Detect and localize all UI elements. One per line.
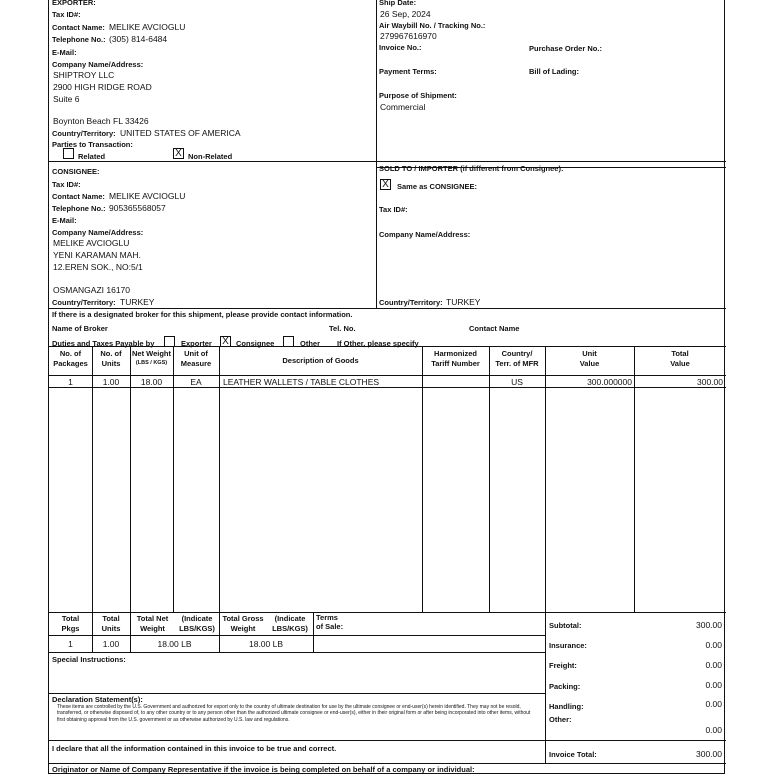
terms-of-sale-label: Terms bbox=[316, 613, 338, 622]
consignee-address-line: YENI KARAMAN MAH. bbox=[53, 250, 141, 260]
exporter-phone: (305) 814-6484 bbox=[109, 34, 168, 44]
row-unit-value: 300.000000 bbox=[587, 377, 632, 387]
declaration-label: Declaration Statement(s): bbox=[52, 695, 143, 704]
rule bbox=[49, 693, 545, 694]
invoice-no-label: Invoice No.: bbox=[379, 43, 422, 52]
originator-label: Originator or Name of Company Representative if the invoice is being completed on behalf of a company or individual: bbox=[52, 765, 475, 774]
related-checkbox[interactable] bbox=[63, 148, 74, 159]
consignee-email-label: E-Mail: bbox=[52, 216, 77, 225]
rule bbox=[49, 740, 726, 741]
exporter-contact-name: MELIKE AVCIOGLU bbox=[109, 22, 186, 32]
certify-statement: I declare that all the information contained in this invoice to be true and correct. bbox=[52, 744, 337, 753]
related-label: Related bbox=[78, 152, 106, 161]
total-units: 1.00 bbox=[102, 639, 120, 649]
header-total-value: Total bbox=[671, 349, 689, 358]
rule bbox=[49, 652, 545, 653]
duties-label: Duties and Taxes Payable by bbox=[52, 339, 155, 348]
sold-to-country: TURKEY bbox=[446, 297, 481, 307]
rule bbox=[49, 387, 726, 388]
declaration-text: These items are controlled by the U.S. Government and authorized for export only to the country of ultimate destination for use by the ultimate consignee or end-user(s) herein identified. They may not be resold, transferred, or otherwise disposed of, to any other country or to any person other than the authorized ultimate consignee or end-user(s), either in their original form or after being incorporated into other items, without first obtaining approval from the U.S. government or as otherwise authorized by U.S. law and regulations. bbox=[57, 704, 531, 723]
po-label: Purchase Order No.: bbox=[529, 44, 602, 53]
ship-date-label: Ship Date: bbox=[379, 0, 417, 7]
insurance-label: Insurance: bbox=[549, 641, 587, 650]
invoice-total-label: Invoice Total: bbox=[549, 750, 597, 759]
same-as-consignee-label: Same as CONSIGNEE: bbox=[397, 182, 478, 191]
exporter-country: UNITED STATES OF AMERICA bbox=[120, 128, 241, 138]
total-pkgs-label: Pkgs bbox=[61, 624, 80, 633]
insurance-value: 0.00 bbox=[705, 640, 722, 650]
freight-value: 0.00 bbox=[705, 660, 722, 670]
exporter-company-label: Company Name/Address: bbox=[52, 60, 144, 69]
header-units: No. of bbox=[100, 349, 122, 358]
total-gross-indicate: LBS/KGS) bbox=[272, 624, 308, 633]
rule bbox=[49, 763, 726, 764]
total-pkgs-label: Total bbox=[61, 614, 80, 623]
duties-exporter-checkbox[interactable] bbox=[164, 336, 175, 347]
sold-to-country-label: Country/Territory: bbox=[379, 298, 443, 307]
duties-consignee-label: Consignee bbox=[236, 339, 275, 348]
sold-to-label: SOLD TO / IMPORTER (if different from Consignee): bbox=[379, 164, 564, 173]
rule bbox=[422, 346, 423, 612]
rule bbox=[376, 0, 377, 308]
broker-contact-label: Contact Name bbox=[469, 324, 520, 333]
awb-number: 279967616970 bbox=[380, 31, 437, 41]
total-gross-label: Total Gross bbox=[222, 614, 264, 623]
rule bbox=[313, 612, 314, 652]
duties-consignee-checkbox[interactable]: X bbox=[220, 336, 231, 347]
exporter-country-label: Country/Territory: bbox=[52, 129, 116, 138]
header-tariff: Tariff Number bbox=[431, 359, 480, 368]
row-origin: US bbox=[511, 377, 523, 387]
duties-other-label: Other bbox=[300, 339, 321, 348]
total-net-weight: 18.00 LB bbox=[157, 639, 192, 649]
consignee-contact-label: Contact Name: bbox=[52, 192, 105, 201]
consignee-address-line: MELIKE AVCIOGLU bbox=[53, 238, 130, 248]
rule bbox=[49, 161, 726, 162]
total-units-label: Total bbox=[102, 614, 120, 623]
row-units: 1.00 bbox=[102, 377, 120, 387]
rule bbox=[49, 308, 726, 309]
purpose-label: Purpose of Shipment: bbox=[379, 91, 457, 100]
rule bbox=[49, 635, 545, 636]
special-instructions-label: Special Instructions: bbox=[52, 655, 126, 664]
other-charges-label: Other: bbox=[549, 715, 572, 724]
consignee-contact-name: MELIKE AVCIOGLU bbox=[109, 191, 186, 201]
row-measure: EA bbox=[190, 377, 202, 387]
subtotal-label: Subtotal: bbox=[549, 621, 582, 630]
broker-tel-label: Tel. No. bbox=[329, 324, 356, 333]
duties-exporter-label: Exporter bbox=[181, 339, 212, 348]
header-measure: Unit of bbox=[184, 349, 208, 358]
other-charges-value: 0.00 bbox=[705, 725, 722, 735]
header-origin: Country/ bbox=[501, 349, 533, 358]
non-related-label: Non-Related bbox=[188, 152, 233, 161]
subtotal-value: 300.00 bbox=[696, 620, 722, 630]
total-net-indicate: (Indicate bbox=[181, 614, 213, 623]
handling-label: Handling: bbox=[549, 702, 584, 711]
rule bbox=[49, 612, 726, 613]
non-related-checkbox[interactable]: X bbox=[173, 148, 184, 159]
exporter-tax-id-label: Tax ID#: bbox=[52, 10, 81, 19]
duties-specify-label: If Other, please specify bbox=[337, 339, 419, 348]
sold-to-tax-id-label: Tax ID#: bbox=[379, 205, 408, 214]
broker-name-label: Name of Broker bbox=[52, 324, 108, 333]
consignee-country-label: Country/Territory: bbox=[52, 298, 116, 307]
exporter-address-line: SHIPTROY LLC bbox=[53, 70, 115, 80]
exporter-email-label: E-Mail: bbox=[52, 48, 77, 57]
terms-of-sale-label: of Sale: bbox=[316, 622, 344, 631]
total-gross-label: Weight bbox=[230, 624, 256, 633]
consignee-tax-id-label: Tax ID#: bbox=[52, 180, 81, 189]
exporter-address-line: Boynton Beach FL 33426 bbox=[53, 116, 149, 126]
header-weight: (LBS / KGS) bbox=[135, 360, 168, 366]
total-net-indicate: LBS/KGS) bbox=[179, 624, 215, 633]
exporter-address-line: Suite 6 bbox=[53, 94, 80, 104]
exporter-contact-label: Contact Name: bbox=[52, 23, 105, 32]
exporter-label: EXPORTER: bbox=[52, 0, 96, 7]
rule bbox=[49, 375, 726, 376]
total-pkgs: 1 bbox=[68, 639, 73, 649]
header-packages: Packages bbox=[53, 359, 88, 368]
consignee-address-line: 12.EREN SOK., NO:5/1 bbox=[53, 262, 143, 272]
total-gross-indicate: (Indicate bbox=[274, 614, 306, 623]
header-origin: Terr. of MFR bbox=[495, 359, 539, 368]
commercial-invoice-form bbox=[48, 0, 725, 774]
consignee-label: CONSIGNEE: bbox=[52, 167, 100, 176]
header-total-value: Value bbox=[670, 359, 690, 368]
header-description: Description of Goods bbox=[282, 356, 359, 365]
header-weight: Net Weight bbox=[131, 349, 172, 358]
packing-value: 0.00 bbox=[705, 680, 722, 690]
consignee-country: TURKEY bbox=[120, 297, 155, 307]
exporter-address-line: 2900 HIGH RIDGE ROAD bbox=[53, 82, 152, 92]
packing-label: Packing: bbox=[549, 682, 581, 691]
consignee-company-label: Company Name/Address: bbox=[52, 228, 144, 237]
row-description: LEATHER WALLETS / TABLE CLOTHES bbox=[223, 377, 380, 387]
total-gross-weight: 18.00 LB bbox=[248, 639, 284, 649]
rule bbox=[219, 346, 220, 652]
invoice-total-value: 300.00 bbox=[696, 749, 722, 759]
consignee-phone-label: Telephone No.: bbox=[52, 204, 106, 213]
parties-label: Parties to Transaction: bbox=[52, 140, 133, 149]
header-tariff: Harmonized bbox=[434, 349, 477, 358]
awb-label: Air Waybill No. / Tracking No.: bbox=[379, 21, 486, 30]
broker-note: If there is a designated broker for this shipment, please provide contact information. bbox=[52, 310, 353, 319]
exporter-phone-label: Telephone No.: bbox=[52, 35, 106, 44]
rule bbox=[92, 346, 93, 652]
same-as-consignee-checkbox[interactable]: X bbox=[380, 179, 391, 190]
payment-terms-label: Payment Terms: bbox=[379, 67, 437, 76]
bill-of-lading-label: Bill of Lading: bbox=[529, 67, 579, 76]
header-unit-value: Unit bbox=[582, 349, 597, 358]
handling-value: 0.00 bbox=[705, 699, 722, 709]
header-unit-value: Value bbox=[579, 359, 600, 368]
ship-date: 26 Sep, 2024 bbox=[380, 9, 431, 19]
header-units: Units bbox=[101, 359, 121, 368]
rule bbox=[545, 346, 546, 763]
total-net-label: Weight bbox=[140, 624, 165, 633]
consignee-address-line: OSMANGAZI 16170 bbox=[53, 285, 131, 295]
sold-to-company-label: Company Name/Address: bbox=[379, 230, 471, 239]
row-packages: 1 bbox=[68, 377, 73, 387]
header-packages: No. of bbox=[59, 349, 82, 358]
total-units-label: Units bbox=[101, 624, 121, 633]
row-weight: 18.00 bbox=[140, 377, 163, 387]
purpose-value: Commercial bbox=[380, 102, 426, 112]
rule bbox=[130, 346, 131, 652]
duties-other-checkbox[interactable] bbox=[283, 336, 294, 347]
freight-label: Freight: bbox=[549, 661, 577, 670]
consignee-phone: 905365568057 bbox=[109, 203, 166, 213]
total-net-label: Total Net bbox=[136, 614, 169, 623]
header-measure: Measure bbox=[180, 359, 212, 368]
row-total-value: 300.00 bbox=[697, 377, 723, 387]
